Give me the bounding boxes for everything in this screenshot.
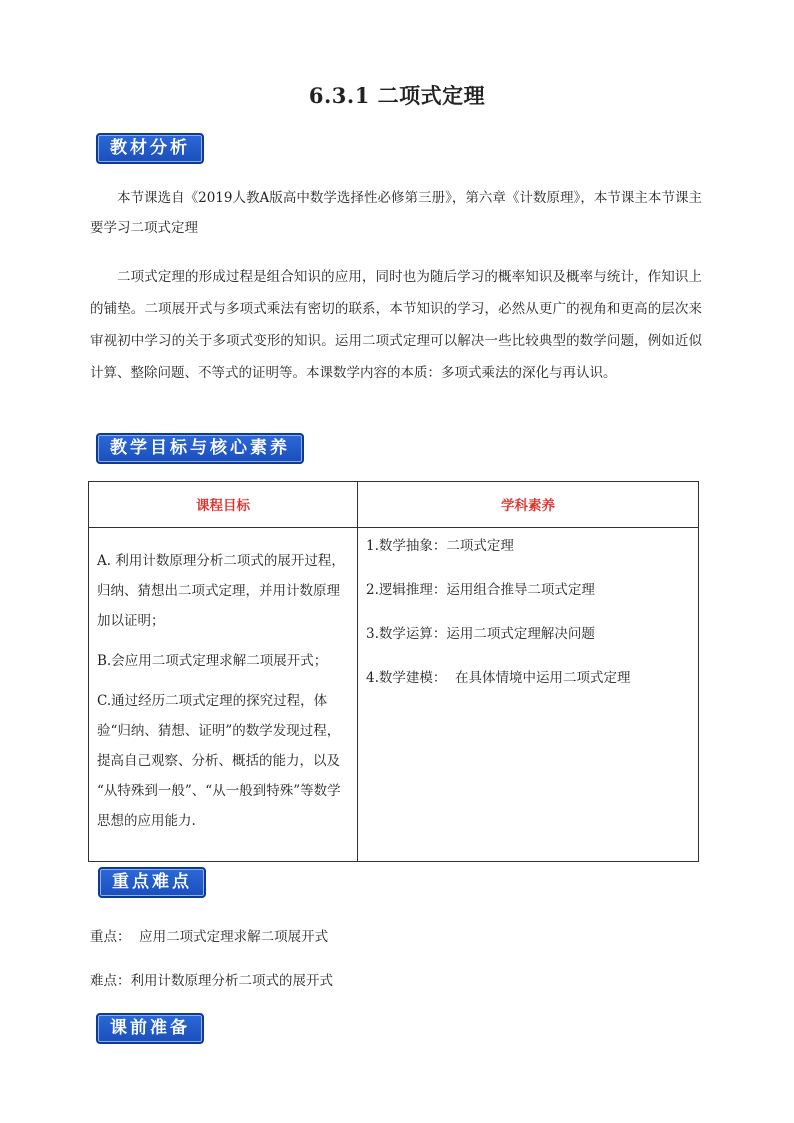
- goal-item: A. 利用计数原理分析二项式的展开过程，归纳、猜想出二项式定理，并用计数原理加以证明；: [97, 553, 345, 629]
- section-heading-keypoints: 重点难点: [98, 867, 206, 898]
- goal-item: C.通过经历二项式定理的探究过程，体验“归纳、猜想、证明”的数学发现过程，提高自己观察、分析、概括的能力，以及 “从特殊到一般”、“从一般到特殊”等数学思想的应用能力.: [97, 693, 341, 829]
- table-header-course-goals: 课程目标: [89, 482, 358, 528]
- section-heading-prep: 课前准备: [96, 1013, 204, 1044]
- analysis-paragraph-1: 本节课选自《2019人教A版高中数学选择性必修第三册》，第六章《计数原理》，本节课主本节课主要学习二项式定理: [90, 190, 702, 236]
- focus-point: 重点： 应用二项式定理求解二项展开式: [90, 929, 329, 945]
- literacy-item: 4.数学建模： 在具体情境中运用二项式定理: [366, 670, 631, 686]
- goals-table: [88, 481, 699, 862]
- section-heading-analysis: 教材分析: [96, 133, 204, 164]
- section-heading-goals: 教学目标与核心素养: [96, 433, 304, 464]
- literacy-item: 3.数学运算：运用二项式定理解决问题: [366, 626, 595, 642]
- literacy-cell: [358, 528, 699, 862]
- table-header-literacy: 学科素养: [358, 482, 699, 528]
- page-title: 6.3.1 二项式定理: [308, 83, 486, 108]
- difficulty-point: 难点：利用计数原理分析二项式的展开式: [90, 973, 333, 989]
- literacy-item: 1.数学抽象：二项式定理: [366, 538, 514, 554]
- course-goals-cell: [89, 528, 358, 862]
- goal-item: B.会应用二项式定理求解二项展开式；: [97, 653, 328, 669]
- analysis-paragraph-2: 二项式定理的形成过程是组合知识的应用，同时也为随后学习的概率知识及概率与统计，作知识上的铺垫。二项展开式与多项式乘法有密切的联系，本节知识的学习，必然从更广的视角和更高的层次来审视初中学习的关于多项式变形的知识。运用二项式定理可以解决一些比较典型的数学问题，例如近似计算、整除问题、不等式的证明等。本课数学内容的本质：多项式乘法的深化与再认识。: [90, 269, 702, 381]
- literacy-item: 2.逻辑推理：运用组合推导二项式定理: [366, 582, 595, 598]
